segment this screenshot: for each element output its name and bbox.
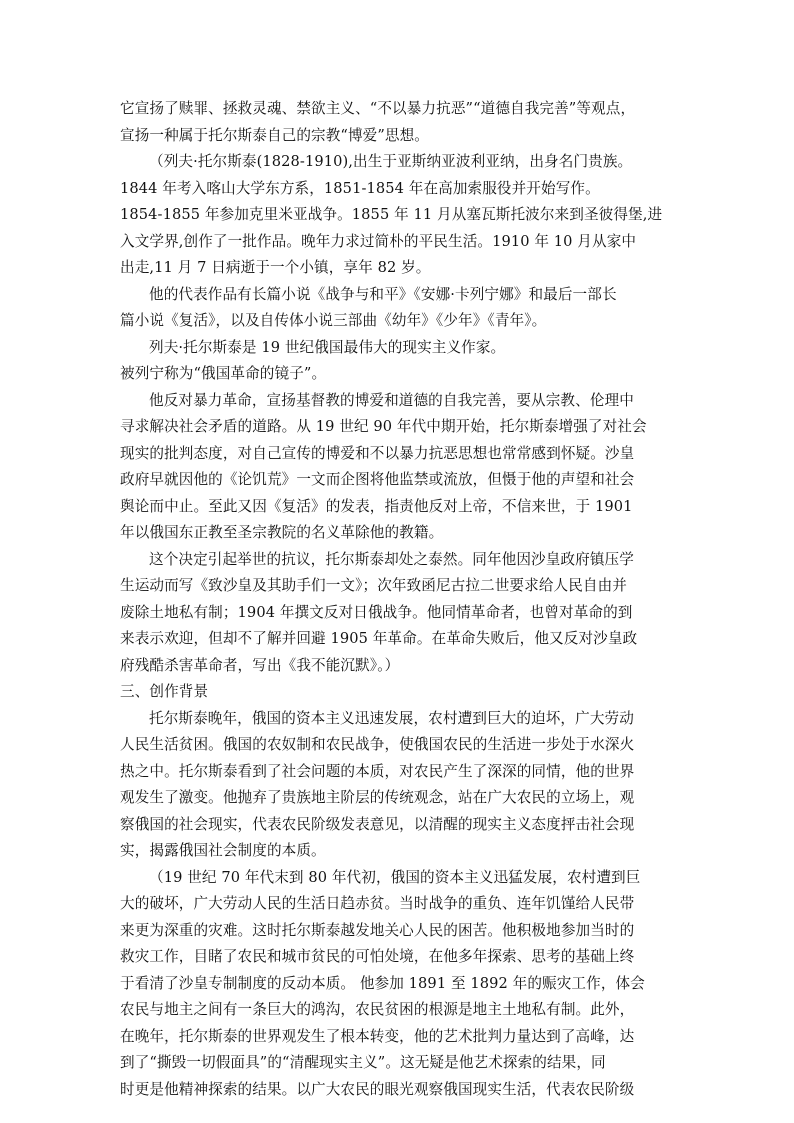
text-line: 农民与地主之间有一条巨大的鸿沟，农民贫困的根源是地主土地私有制。此外， <box>120 1001 635 1018</box>
text-line: 生运动而写《致沙皇及其助手们一文》；次年致函尼古拉二世要求给人民自由并 <box>120 577 627 594</box>
text-line: 篇小说《复活》，以及自传体小说三部曲《幼年》《少年》《青年》。 <box>120 312 547 329</box>
text-line: 舆论而中止。至此又因《复活》的发表，指责他反对上帝，不信来世，于 1901 <box>120 497 633 515</box>
document-page <box>120 96 676 1103</box>
text-line: 1844 年考入喀山大学东方系，1851-1854 年在高加索服役并开始写作。 <box>120 179 600 197</box>
text-line: 他反对暴力革命，宣扬基督教的博爱和道德的自我完善，要从宗教、伦理中 <box>149 391 634 409</box>
text-line: 三、创作背景 <box>120 683 209 700</box>
text-line: 现实的批判态度，对自己宣传的博爱和不以暴力抗恶思想也常常感到怀疑。沙皇 <box>120 444 635 462</box>
text-line: 政府早就因他的《论饥荒》一文而企图将他监禁或流放，但慑于他的声望和社会 <box>120 471 635 488</box>
text-line: 列夫·托尔斯泰是 19 世纪俄国最伟大的现实主义作家。 <box>149 338 506 356</box>
text-line: 救灾工作，目睹了农民和城市贫民的可怕处境，在他多年探索、思考的基础上终 <box>120 948 635 965</box>
text-line: 府残酷杀害革命者，写出《我不能沉默》。） <box>120 656 400 674</box>
text-line: 入文学界,创作了一批作品。晚年力求过简朴的平民生活。1910 年 10 月从家中 <box>120 232 637 250</box>
text-line: 热之中。托尔斯泰看到了社会问题的本质，对农民产生了深深的同情，他的世界 <box>120 762 635 780</box>
text-line: 到了“撕毁一切假面具”的“清醒现实主义”。这无疑是他艺术探索的结果，同 <box>120 1054 606 1071</box>
text-line: 他的代表作品有长篇小说《战争与和平》《安娜·卡列宁娜》和最后一部长 <box>149 285 617 303</box>
text-line: 托尔斯泰晚年，俄国的资本主义迅速发展，农村遭到巨大的迫坏，广大劳动 <box>149 709 634 727</box>
text-line: 观发生了激变。他抛弃了贵族地主阶层的传统观念，站在广大农民的立场上，观 <box>120 789 635 806</box>
text-line: 察俄国的社会现实，代表农民阶级发表意见，以清醒的现实主义态度抨击社会现 <box>120 815 635 833</box>
text-line: 被列宁称为“俄国革命的镜子”。 <box>120 365 327 382</box>
text-line: 于看清了沙皇专制制度的反动本质。 他参加 1891 至 1892 年的赈灾工作，体会 <box>120 974 645 992</box>
text-line: 它宣扬了赎罪、拯救灵魂、禁欲主义、“不以暴力抗恶”“道德自我完善”等观点， <box>120 100 636 117</box>
text-line: 这个决定引起举世的抗议，托尔斯泰却处之泰然。同年他因沙皇政府镇压学 <box>149 550 634 568</box>
text-line: 实，揭露俄国社会制度的本质。 <box>120 842 326 859</box>
text-line: 大的破坏，广大劳动人民的生活日趋赤贫。当时战争的重负、连年饥馑给人民带 <box>120 895 635 912</box>
text-line: （19 世纪 70 年代末到 80 年代初，俄国的资本主义迅猛发展，农村遭到巨 <box>149 868 641 886</box>
text-line: 年以俄国东正教至圣宗教院的名义革除他的教籍。 <box>120 524 444 541</box>
text-line: （列夫·托尔斯泰(1828-1910),出生于亚斯纳亚波利亚纳，出身名门贵族。 <box>149 153 633 170</box>
text-line: 1854-1855 年参加克里米亚战争。1855 年 11 月从塞瓦斯托波尔来到圣彼得堡,进 <box>120 206 663 223</box>
text-line: 在晚年，托尔斯泰的世界观发生了根本转变，他的艺术批判力量达到了高峰，达 <box>120 1027 635 1045</box>
text-line: 人民生活贫困。俄国的农奴制和农民战争，使俄国农民的生活进一步处于水深火 <box>120 736 635 753</box>
text-line: 来表示欢迎，但却不了解并回避 1905 年革命。在革命失败后，他又反对沙皇政 <box>120 630 638 647</box>
text-line: 时更是他精神探索的结果。以广大农民的眼光观察俄国现实生活，代表农民阶级 <box>120 1080 635 1098</box>
text-line: 废除土地私有制；1904 年撰文反对日俄战争。他同情革命者，也曾对革命的到 <box>120 603 633 621</box>
text-line: 来更为深重的灾难。这时托尔斯泰越发地关心人民的困苦。他积极地参加当时的 <box>120 921 635 939</box>
text-line: 出走,11 月 7 日病逝于一个小镇，享年 82 岁。 <box>120 259 431 276</box>
text-line: 寻求解决社会矛盾的道路。从 19 世纪 90 年代中期开始，托尔斯泰增强了对社会 <box>120 418 647 435</box>
text-line: 宣扬一种属于托尔斯泰自己的宗教“博爱”思想。 <box>120 126 429 144</box>
